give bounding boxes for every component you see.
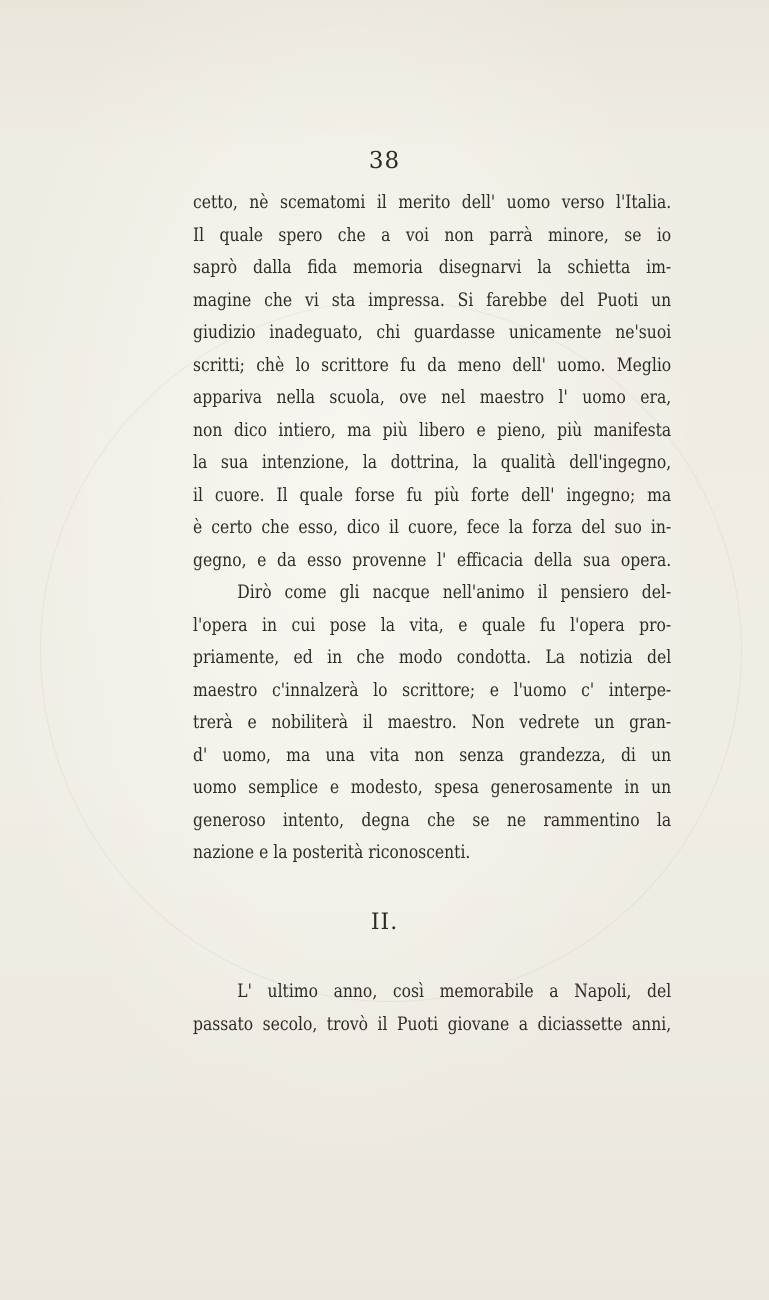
page-number: 38 [368, 148, 401, 174]
text-line: gegno, e da esso provenne l' efficacia della sua opera. [193, 548, 672, 571]
text-line: il cuore. Il quale forse fu più forte dell' ingegno; ma [193, 483, 672, 506]
text-line: la sua intenzione, la dottrina, la qualità dell'ingegno, [193, 451, 672, 473]
text-line: priamente, ed in che modo condotta. La notizia del [193, 646, 672, 668]
text-line: nazione e la posterità riconoscenti. [193, 841, 471, 863]
text-line: Dirò come gli nacque nell'animo il pensiero del- [237, 581, 672, 603]
body-text-bottom [193, 975, 671, 1040]
text-line: generoso intento, degna che se ne rammentino la [193, 808, 672, 831]
text-line: Il quale spero che a voi non parrà minore, se io [193, 223, 672, 246]
text-line: d' uomo, ma una vita non senza grandezza, di un [193, 743, 672, 766]
text-line: passato secolo, trovò il Puoti giovane a diciassette anni, [193, 1012, 672, 1035]
text-line: saprò dalla fida memoria disegnarvi la schietta im- [193, 256, 672, 278]
text-line: è certo che esso, dico il cuore, fece la forza del suo in- [193, 516, 672, 538]
text-line: magine che vi sta impressa. Si farebbe del Puoti un [193, 288, 672, 311]
paragraph-3 [193, 975, 671, 1040]
text-line: maestro c'innalzerà lo scrittore; e l'uomo c' interpe- [193, 678, 672, 701]
text-line: trerà e nobiliterà il maestro. Non vedrete un gran- [193, 711, 672, 733]
text-line: l'opera in cui pose la vita, e quale fu l'opera pro- [193, 613, 672, 636]
text-line: appariva nella scuola, ove nel maestro l' uomo era, [193, 386, 672, 408]
body-text-top [193, 186, 671, 869]
section-heading: II. [370, 910, 399, 935]
text-line: L' ultimo anno, così memorabile a Napoli, del [237, 980, 672, 1002]
text-line: scritti; chè lo scrittore fu da meno dell' uomo. Meglio [193, 353, 672, 376]
paragraph-2 [193, 576, 671, 869]
text-line: giudizio inadeguato, chi guardasse unicamente ne'suoi [193, 321, 672, 343]
paragraph-1 [193, 186, 671, 576]
text-line: non dico intiero, ma più libero e pieno, più manifesta [193, 418, 672, 441]
text-line: uomo semplice e modesto, spesa generosamente in un [193, 776, 672, 798]
text-line: cetto, nè scematomi il merito dell' uomo verso l'Italia. [193, 191, 672, 213]
